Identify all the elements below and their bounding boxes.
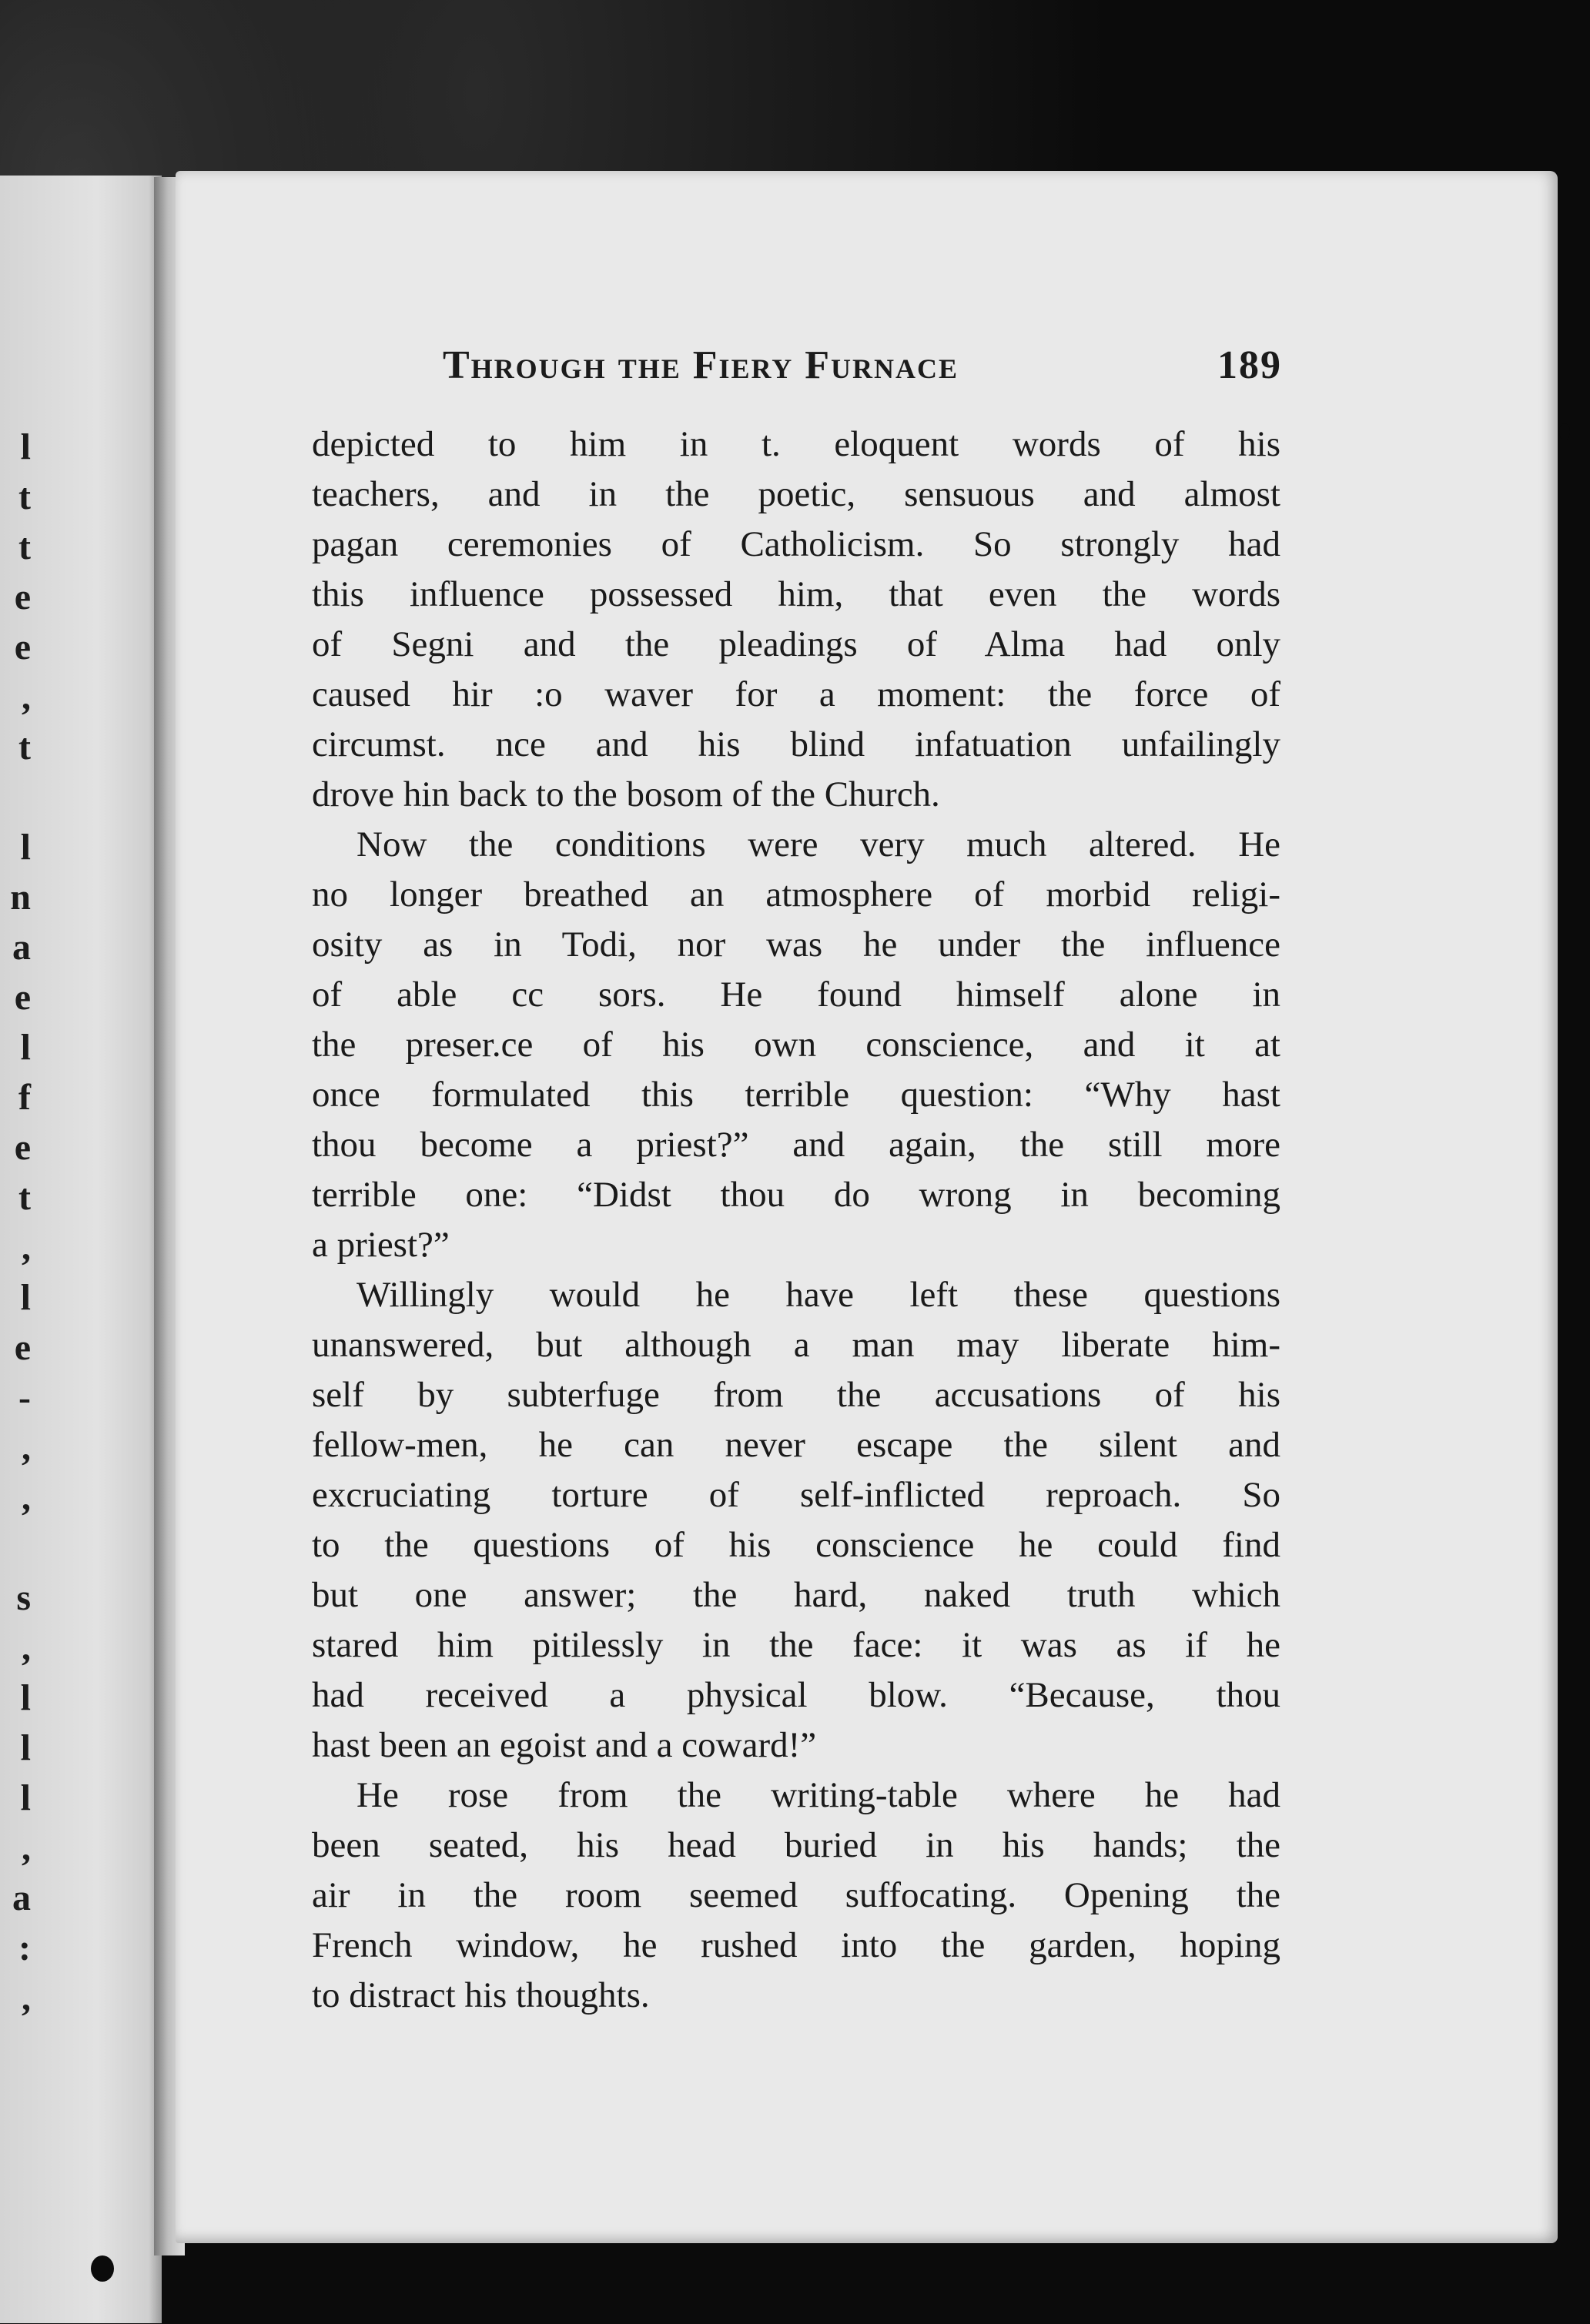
text-line: teachers, and in the poetic, sensuous and almost <box>312 474 1280 514</box>
text-line: French window, he rushed into the garden, hoping <box>312 1925 1280 1965</box>
text-line: no longer breathed an atmosphere of morbid religi- <box>312 874 1280 915</box>
text-line: osity as in Todi, nor was he under the influence <box>312 925 1280 965</box>
left-fragment: l <box>20 1027 31 1068</box>
text-line: had received a physical blow. “Because, thou <box>312 1675 1280 1715</box>
left-fragment: , <box>22 1978 31 2018</box>
left-fragment: , <box>22 1627 31 1668</box>
text-line: Willingly would he have left these questions <box>356 1275 1280 1315</box>
text-line: caused hir :o waver for a moment: the force of <box>312 674 1280 714</box>
page-number: 189 <box>1217 343 1282 387</box>
text-line: of Segni and the pleadings of Alma had only <box>312 624 1280 664</box>
scan-speck <box>1559 423 1570 440</box>
running-head: Through the Fiery Furnace <box>443 343 959 387</box>
left-fragment <box>0 1523 31 1573</box>
text-line: this influence possessed him, that even the words <box>312 574 1280 614</box>
left-fragment: l <box>20 827 31 868</box>
text-line: of able cc sors. He found himself alone in <box>312 975 1280 1015</box>
left-fragment: t <box>18 1177 31 1218</box>
text-line: terrible one: “Didst thou do wrong in becoming <box>312 1175 1280 1215</box>
left-fragment: e <box>14 627 31 667</box>
text-line: fellow-men, he can never escape the silent and <box>312 1425 1280 1465</box>
text-line: air in the room seemed suffocating. Opening the <box>312 1875 1280 1915</box>
left-fragment: , <box>22 1227 31 1268</box>
text-line: once formulated this terrible question: “Why hast <box>312 1075 1280 1115</box>
left-fragment: f <box>18 1077 31 1118</box>
left-page-text-fragments <box>0 422 31 2023</box>
left-fragment: , <box>22 1477 31 1518</box>
left-fragment: l <box>20 1777 31 1818</box>
left-fragment: t <box>18 477 31 517</box>
scan-speck <box>91 2255 114 2282</box>
text-line: been seated, his head buried in his hands; the <box>312 1825 1280 1865</box>
left-fragment: l <box>20 426 31 467</box>
left-fragment: a <box>12 927 31 968</box>
text-line: Now the conditions were very much altered. He <box>356 824 1280 864</box>
text-line: circumst. nce and his blind infatuation unfailingly <box>312 724 1280 764</box>
text-line: but one answer; the hard, naked truth which <box>312 1575 1280 1615</box>
left-fragment: , <box>22 1427 31 1468</box>
text-line: excruciating torture of self-inflicted reproach. So <box>312 1475 1280 1515</box>
page-header <box>443 343 1282 396</box>
left-fragment: n <box>10 877 31 918</box>
text-line: unanswered, but although a man may liberate him- <box>312 1325 1280 1365</box>
left-fragment: l <box>20 1677 31 1718</box>
left-fragment: - <box>18 1377 31 1418</box>
left-fragment: e <box>14 1327 31 1368</box>
left-fragment: , <box>22 677 31 717</box>
left-fragment: e <box>14 977 31 1018</box>
left-fragment <box>0 772 31 822</box>
text-line: drove hin back to the bosom of the Church. <box>312 774 940 814</box>
text-line: to the questions of his conscience he could find <box>312 1525 1280 1565</box>
text-line: a priest?” <box>312 1225 450 1265</box>
left-fragment: t <box>18 727 31 767</box>
text-line: He rose from the writing-table where he had <box>356 1775 1280 1815</box>
left-fragment: l <box>20 1277 31 1318</box>
left-fragment: s <box>16 1577 31 1618</box>
text-line: self by subterfuge from the accusations of his <box>312 1375 1280 1415</box>
left-fragment: a <box>12 1878 31 1918</box>
left-fragment: l <box>20 1727 31 1768</box>
text-line: to distract his thoughts. <box>312 1975 650 2015</box>
left-fragment: t <box>18 527 31 567</box>
text-line: thou become a priest?” and again, the still more <box>312 1125 1280 1165</box>
left-fragment: e <box>14 577 31 617</box>
body-text <box>312 420 1280 2021</box>
text-line: hast been an egoist and a coward!” <box>312 1725 817 1765</box>
text-line: the preser.ce of his own conscience, and it at <box>312 1025 1280 1065</box>
left-fragment: : <box>18 1928 31 1968</box>
left-fragment: e <box>14 1127 31 1168</box>
text-line: pagan ceremonies of Catholicism. So strongly had <box>312 524 1280 564</box>
text-line: depicted to him in t. eloquent words of his <box>312 424 1280 464</box>
text-line: stared him pitilessly in the face: it was as if he <box>312 1625 1280 1665</box>
left-fragment: , <box>22 1827 31 1868</box>
